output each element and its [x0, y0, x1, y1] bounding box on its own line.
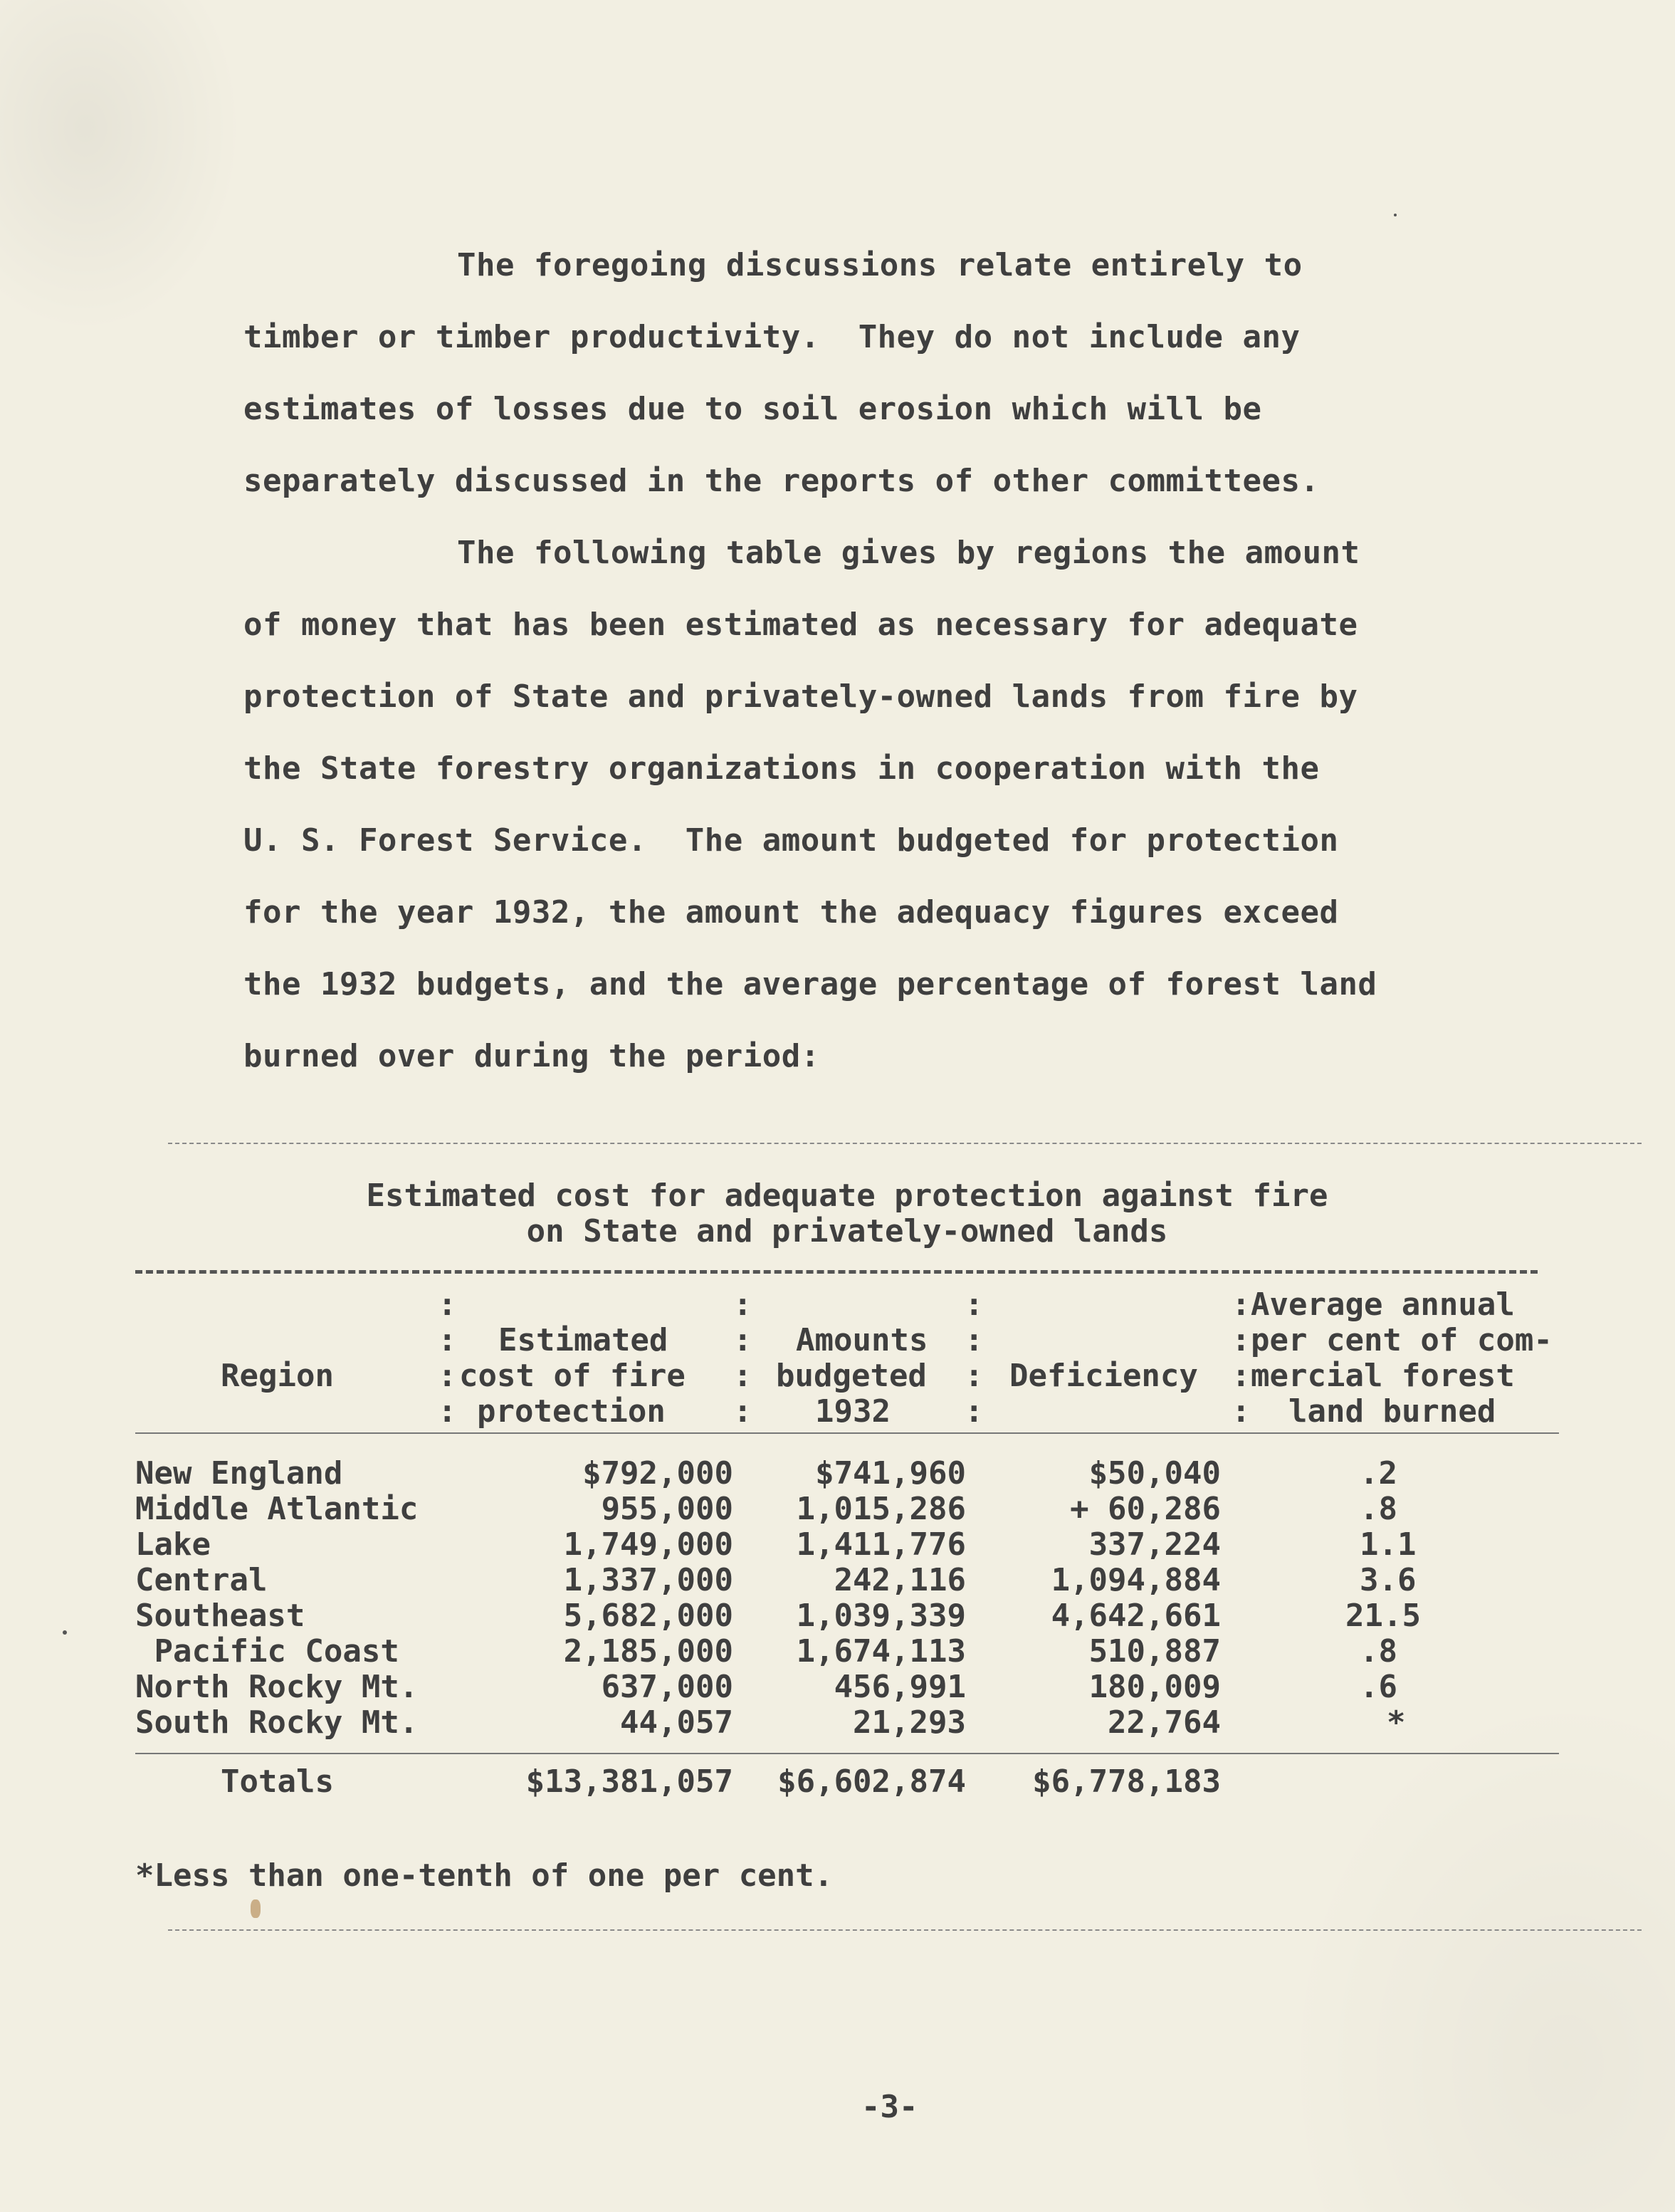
cell-deficiency: 180,009 [1088, 1669, 1221, 1705]
paragraph-line: The following table gives by regions the amount [457, 535, 1360, 571]
totals-estimated: $13,381,057 [525, 1763, 733, 1800]
cell-deficiency: 510,887 [1088, 1633, 1221, 1670]
totals-deficiency: $6,778,183 [1032, 1763, 1221, 1800]
cell-estimated: 2,185,000 [563, 1633, 733, 1670]
table-title-line2: on State and privately-owned lands [526, 1213, 1168, 1249]
cell-deficiency: 4,642,661 [1051, 1598, 1221, 1634]
cell-percent: 3.6 [1360, 1562, 1417, 1598]
header-estimated-line2: cost of fire [459, 1358, 686, 1394]
header-region: Region [221, 1358, 334, 1394]
table-title-line1: Estimated cost for adequate protection against fire [366, 1178, 1328, 1214]
cell-region: South Rocky Mt. [135, 1704, 419, 1741]
table-row [135, 1527, 1559, 1563]
cell-budgeted: 1,674,113 [796, 1633, 966, 1670]
column-separator: : [733, 1286, 752, 1323]
cell-estimated: $792,000 [582, 1455, 733, 1492]
paragraph-line: of money that has been estimated as necessary for adequate [243, 607, 1358, 643]
paragraph-line: for the year 1932, the amount the adequacy figures exceed [243, 894, 1339, 931]
cell-deficiency: $50,040 [1088, 1455, 1221, 1492]
cell-region: Middle Atlantic [135, 1491, 419, 1527]
column-separator: : [438, 1286, 457, 1323]
column-separator: : [733, 1322, 752, 1358]
table-row [135, 1492, 1559, 1527]
paragraph-line: the State forestry organizations in cooperation with the [243, 750, 1320, 787]
totals-rule [135, 1753, 1559, 1754]
header-budgeted-line3: 1932 [815, 1393, 891, 1430]
header-rule [135, 1432, 1559, 1434]
cell-deficiency: 1,094,884 [1051, 1562, 1221, 1598]
header-budgeted-line2: budgeted [776, 1358, 927, 1394]
cell-percent: * [1387, 1704, 1406, 1741]
table-row [135, 1670, 1559, 1705]
cell-budgeted: 1,411,776 [796, 1526, 966, 1563]
header-percent-line4: land burned [1288, 1393, 1496, 1430]
paragraph-line: U. S. Forest Service. The amount budgeted for protection [243, 822, 1339, 859]
column-separator: : [965, 1358, 984, 1394]
cell-budgeted: 456,991 [834, 1669, 966, 1705]
header-percent-line1: Average annual [1251, 1286, 1515, 1323]
cell-estimated: 44,057 [620, 1704, 733, 1741]
column-separator: : [733, 1358, 752, 1394]
paragraph-line: separately discussed in the reports of other committees. [243, 463, 1320, 499]
totals-label: Totals [221, 1763, 334, 1800]
paper-stain [251, 1899, 261, 1918]
paper-speck [1394, 214, 1397, 216]
footnote: *Less than one-tenth of one per cent. [135, 1857, 834, 1894]
paper-speck [63, 1630, 67, 1635]
totals-row [135, 1764, 1559, 1800]
cell-percent: 21.5 [1345, 1598, 1421, 1634]
cell-region: North Rocky Mt. [135, 1669, 419, 1705]
cell-budgeted: $741,960 [815, 1455, 966, 1492]
header-budgeted-line1: Amounts [796, 1322, 928, 1358]
cell-region: Central [135, 1562, 268, 1598]
paragraph-line: burned over during the period: [243, 1038, 820, 1074]
column-separator: : [1232, 1393, 1251, 1430]
totals-budgeted: $6,602,874 [777, 1763, 966, 1800]
table-row [135, 1705, 1559, 1741]
cell-region: Southeast [135, 1598, 305, 1634]
cell-estimated: 5,682,000 [563, 1598, 733, 1634]
column-separator: : [1232, 1286, 1251, 1323]
table-row [135, 1563, 1559, 1598]
paragraph-line: timber or timber productivity. They do not include any [243, 319, 1301, 355]
page-number: -3- [861, 2089, 918, 2125]
column-separator: : [965, 1322, 984, 1358]
column-separator: : [438, 1358, 457, 1394]
cell-percent: .8 [1360, 1633, 1397, 1670]
cell-budgeted: 1,015,286 [796, 1491, 966, 1527]
cell-deficiency: + 60,286 [1070, 1491, 1221, 1527]
cell-budgeted: 21,293 [853, 1704, 966, 1741]
cell-percent: .6 [1360, 1669, 1397, 1705]
cell-percent: 1.1 [1360, 1526, 1417, 1563]
table-row [135, 1634, 1559, 1670]
cell-region: New England [135, 1455, 343, 1492]
paragraph-line: The foregoing discussions relate entirely to [457, 247, 1303, 283]
column-separator: : [733, 1393, 752, 1430]
cell-deficiency: 22,764 [1108, 1704, 1221, 1741]
cell-budgeted: 1,039,339 [796, 1598, 966, 1634]
cell-percent: .2 [1360, 1455, 1397, 1492]
header-percent-line2: per cent of com- [1251, 1322, 1553, 1358]
cell-region: Lake [135, 1526, 211, 1563]
cell-estimated: 1,749,000 [563, 1526, 733, 1563]
column-separator: : [1232, 1358, 1251, 1394]
paragraph-intro [243, 229, 1525, 517]
paragraph-line: the 1932 budgets, and the average percentage of forest land [243, 966, 1377, 1002]
column-separator: : [438, 1322, 457, 1358]
header-estimated-line1: Estimated [498, 1322, 668, 1358]
table-body [135, 1456, 1559, 1741]
column-separator: : [438, 1393, 457, 1430]
column-separator: : [965, 1286, 984, 1323]
section-divider-bottom [168, 1929, 1642, 1931]
cell-estimated: 637,000 [601, 1669, 733, 1705]
cell-estimated: 1,337,000 [563, 1562, 733, 1598]
paragraph-table-intro [243, 517, 1525, 1092]
cell-deficiency: 337,224 [1088, 1526, 1221, 1563]
header-deficiency: Deficiency [1009, 1358, 1198, 1394]
paragraph-line: protection of State and privately-owned lands from fire by [243, 678, 1358, 715]
table-title-rule [135, 1270, 1538, 1274]
table-row [135, 1598, 1559, 1634]
cell-region: Pacific Coast [135, 1633, 399, 1670]
cell-percent: .8 [1360, 1491, 1397, 1527]
table-row [135, 1456, 1559, 1492]
cell-estimated: 955,000 [601, 1491, 733, 1527]
column-separator: : [965, 1393, 984, 1430]
paragraph-line: estimates of losses due to soil erosion which will be [243, 391, 1262, 427]
header-estimated-line3: protection [477, 1393, 666, 1430]
header-percent-line3: mercial forest [1251, 1358, 1515, 1394]
column-separator: : [1232, 1322, 1251, 1358]
section-divider-top [168, 1143, 1642, 1144]
cell-budgeted: 242,116 [834, 1562, 966, 1598]
